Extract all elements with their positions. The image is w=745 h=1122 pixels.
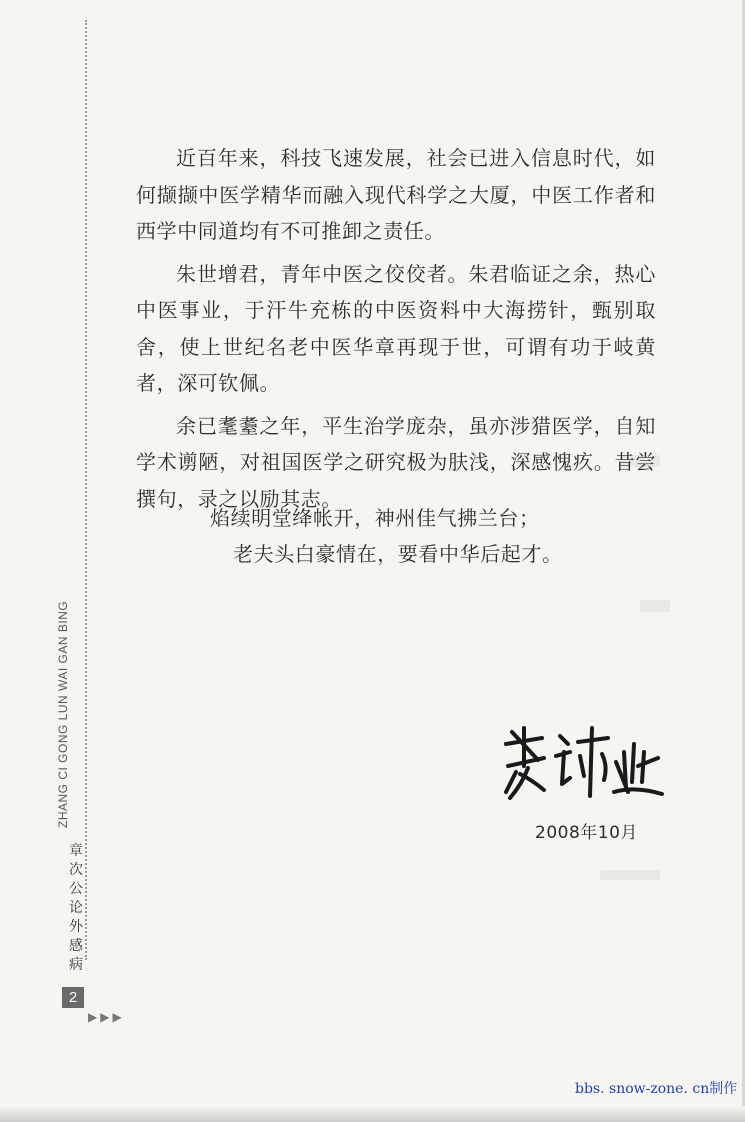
poem [210, 500, 563, 572]
pinyin-running-title: ZHANG CI GONG LUN WAI GAN BING [56, 600, 70, 828]
paragraph-1: 近百年来，科技飞速发展，社会已进入信息时代，如何撷撷中医学精华而融入现代科学之大厦，中医工作者和西学中同道均有不可推卸之责任。 [136, 146, 656, 243]
paragraph-3: 余已耄耋之年，平生治学庞杂，虽亦涉猎医学，自知学术谫陋，对祖国医学之研究极为肤浅，深感愧疚。昔尝撰句，录之以励其志。 [136, 413, 656, 511]
margin-dotted-line [85, 20, 87, 960]
chinese-running-title: 章次公论外感病 [69, 843, 83, 973]
page-number-badge: 2 [62, 987, 84, 1008]
poem-line-2: 老夫头白豪情在，要看中华后起才。 [233, 542, 563, 566]
bleed-through-text [600, 870, 660, 880]
page-arrows-icon: ▶▶▶ [88, 1010, 125, 1024]
paragraph-2: 朱世增君，青年中医之佼佼者。朱君临证之余，热心中医事业，于汗牛充栋的中医资料中大海捞针，甄别取舍，使上世纪名老中医华章再现于世，可谓有功于岐黄者，深可钦佩。 [136, 261, 656, 395]
preface-body [136, 140, 656, 523]
watermark: bbs. snow-zone. cn制作 [575, 1081, 738, 1097]
handwritten-signature [498, 722, 668, 802]
bleed-through-text [640, 600, 670, 612]
date: 2008年10月 [535, 823, 638, 843]
page-bottom-shadow [0, 1106, 745, 1122]
poem-line-1: 焰续明堂绛帐开，神州佳气拂兰台； [210, 506, 540, 530]
